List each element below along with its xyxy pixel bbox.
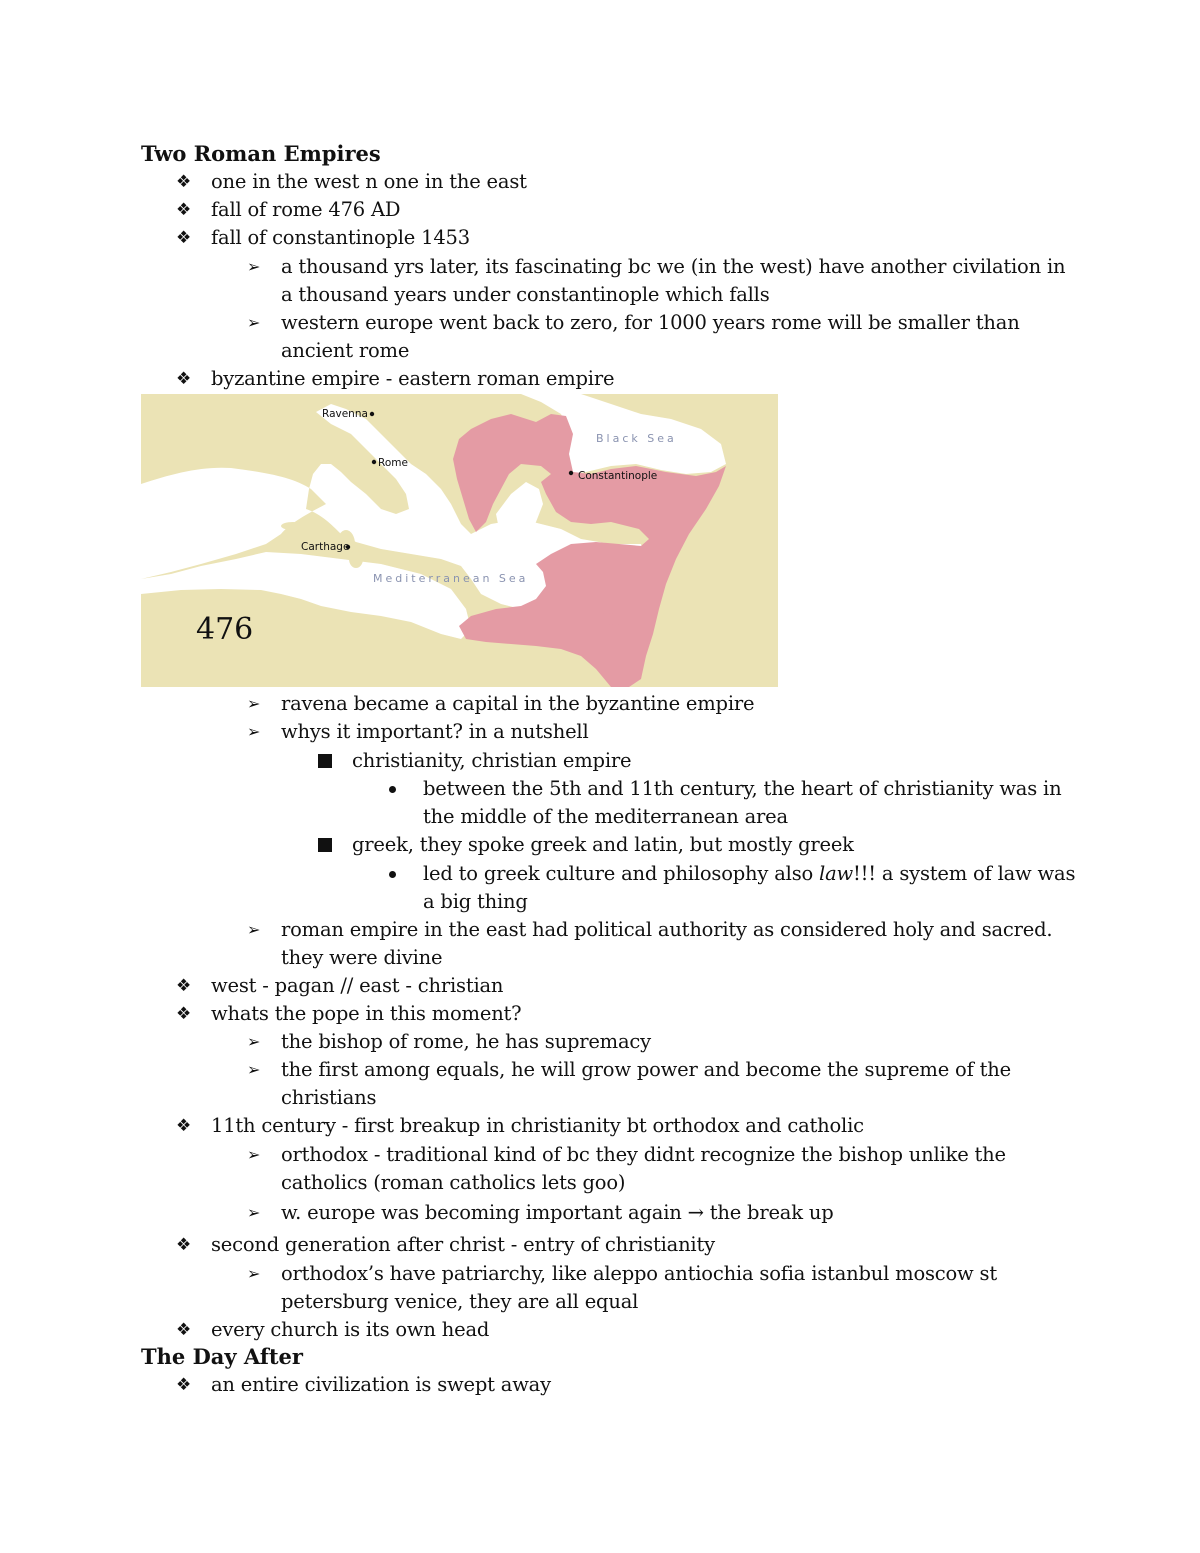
city-label-ravenna: Ravenna [322,408,368,420]
section-heading-the-day-after: The Day After [141,1344,303,1369]
diamond-bullet-icon: ❖ [176,369,192,389]
arrow-bullet-icon: ➢ [247,722,261,741]
city-label-constantinople: Constantinople [578,470,658,482]
arrow-bullet-icon: ➢ [247,920,261,939]
list-item: w. europe was becoming important again → the break up [281,1201,834,1224]
list-item: west - pagan // east - christian [211,974,504,997]
diamond-bullet-icon: ❖ [176,1320,192,1340]
list-item: fall of constantinople 1453 [211,226,470,249]
list-item-continuation: ancient rome [281,339,410,362]
sea-label-black-sea: Black Sea [596,432,677,445]
city-marker-icon [372,460,376,464]
island-shape [595,613,627,625]
arrow-bullet-icon: ➢ [247,1145,261,1164]
city-marker-icon [569,471,573,475]
list-item: christianity, christian empire [352,749,632,772]
arrow-bullet-icon: ➢ [247,1264,261,1283]
list-item: second generation after christ - entry of christianity [211,1233,715,1256]
arrow-bullet-icon: ➢ [247,313,261,332]
italic-text-law: law [819,862,854,885]
diamond-bullet-icon: ❖ [176,228,192,248]
city-label-rome: Rome [378,457,408,469]
arrow-bullet-icon: ➢ [247,1060,261,1079]
list-item: a thousand yrs later, its fascinating bc we (in the west) have another civilation in [281,255,1066,278]
diamond-bullet-icon: ❖ [176,976,192,996]
list-item: one in the west n one in the east [211,170,527,193]
list-item: an entire civilization is swept away [211,1373,551,1396]
square-bullet-icon [318,838,332,852]
square-bullet-icon [318,754,332,768]
arrow-bullet-icon: ➢ [247,1032,261,1051]
arrow-bullet-icon: ➢ [247,1203,261,1222]
map-graphic [141,394,778,687]
list-item: western europe went back to zero, for 1000 years rome will be smaller than [281,311,1020,334]
list-item: whys it important? in a nutshell [281,720,589,743]
list-item: roman empire in the east had political authority as considered holy and sacred. [281,918,1053,941]
sea-label-mediterranean: Mediterranean Sea [373,572,529,585]
text-run: led to greek culture and philosophy also [423,862,820,885]
dot-bullet-icon [389,871,396,878]
list-item: between the 5th and 11th century, the heart of christianity was in [423,777,1062,800]
list-item: every church is its own head [211,1318,490,1341]
diamond-bullet-icon: ❖ [176,1116,192,1136]
diamond-bullet-icon: ❖ [176,1375,192,1395]
list-item-continuation: a thousand years under constantinople which falls [281,283,770,306]
city-marker-icon [370,412,374,416]
byzantine-empire-map [141,394,778,687]
arrow-bullet-icon: ➢ [247,694,261,713]
island-shape [281,522,305,530]
list-item-continuation: petersburg venice, they are all equal [281,1290,639,1313]
list-item [423,860,1075,888]
list-item-continuation: catholics (roman catholics lets goo) [281,1171,626,1194]
list-item-continuation: christians [281,1086,377,1109]
list-item-continuation: a big thing [423,890,528,913]
list-item: whats the pope in this moment? [211,1002,522,1025]
diamond-bullet-icon: ❖ [176,1004,192,1024]
list-item-continuation: they were divine [281,946,443,969]
arrow-bullet-icon: ➢ [247,257,261,276]
diamond-bullet-icon: ❖ [176,1235,192,1255]
list-item: 11th century - first breakup in christianity bt orthodox and catholic [211,1114,864,1137]
list-item: the bishop of rome, he has supremacy [281,1030,651,1053]
list-item: greek, they spoke greek and latin, but mostly greek [352,833,854,856]
section-heading-two-roman-empires: Two Roman Empires [141,141,381,166]
list-item: fall of rome 476 AD [211,198,401,221]
list-item: the first among equals, he will grow power and become the supreme of the [281,1058,1011,1081]
list-item: orthodox’s have patriarchy, like aleppo antiochia sofia istanbul moscow st [281,1262,997,1285]
dot-bullet-icon [389,786,396,793]
list-item: byzantine empire - eastern roman empire [211,367,615,390]
island-shape [349,550,363,568]
list-item: orthodox - traditional kind of bc they didnt recognize the bishop unlike the [281,1143,1006,1166]
list-item-continuation: the middle of the mediterranean area [423,805,788,828]
diamond-bullet-icon: ❖ [176,172,192,192]
map-year-label: 476 [196,612,254,647]
text-run: !!! a system of law was [853,862,1076,885]
diamond-bullet-icon: ❖ [176,200,192,220]
list-item: ravena became a capital in the byzantine empire [281,692,755,715]
city-label-carthage: Carthage [301,541,350,553]
